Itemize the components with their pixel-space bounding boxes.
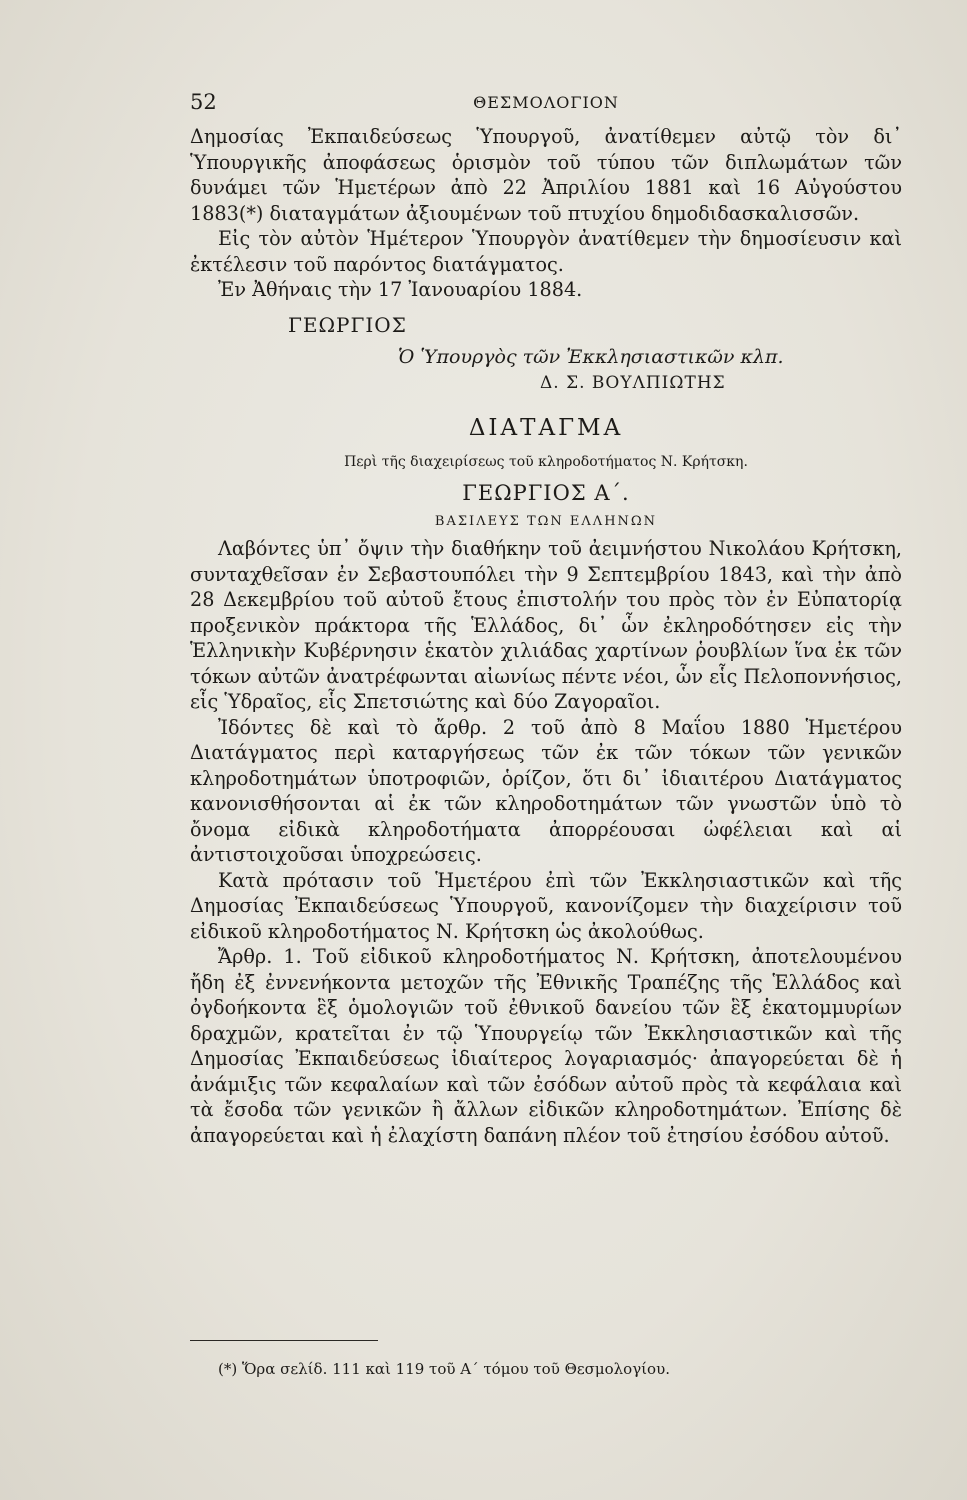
page-number: 52 [190,90,217,114]
minister-signature [398,344,902,396]
decree-paragraph-1: Λαβόντες ὑπ᾽ ὄψιν τὴν διαθήκην τοῦ ἀειμνήστου Νικολάου Κρήτσκη, συνταχθεῖσαν ἐν Σεβαστουπόλει τὴν 9 Σεπτεμβρίου 1843, καὶ τὴν ἀπὸ 28 Δεκεμβρίου τοῦ αὐτοῦ ἔτους ἐπιστολήν του πρὸς τὸν ἐν Εὐπατορίᾳ προξενικὸν πράκτορα τῆς Ἑλλάδος, δι᾽ ὧν ἐκληροδότησεν εἰς τὴν Ἑλληνικὴν Κυβέρνησιν ἑκατὸν χιλιάδας χαρτίνων ῥουβλίων ἵνα ἐκ τῶν τόκων αὐτῶν ἀνατρέφωνται αἰωνίως πέντε νέοι, ὧν εἷς Πελοποννήσιος, εἷς Ὑδραῖος, εἷς Σπετσιώτης καὶ δύο Ζαγοραῖοι. [190,537,902,713]
minister-title: Ὁ Ὑπουργὸς τῶν Ἐκκλησιαστικῶν κλπ. [398,346,784,368]
article-1: Ἄρθρ. 1. Τοῦ εἰδικοῦ κληροδοτήματος Ν. Κρήτσκη, ἀποτελουμένου ἤδη ἐξ ἐννενήκοντα μετοχῶν τῆς Ἐθνικῆς Τραπέζης τῆς Ἑλλάδος καὶ ὀγδοήκοντα ἓξ ὁμολογιῶν τοῦ ἐθνικοῦ δανείου τῶν ἓξ ἑκατομμυρίων δραχμῶν, κρατεῖται ἐν τῷ Ὑπουργείῳ τῶν Ἐκκλησιαστικῶν καὶ τῆς Δημοσίας Ἐκπαιδεύσεως ἰδιαίτερος λογαριασμός· ἀπαγορεύεται δὲ ἡ ἀνάμιξις τῶν κεφαλαίων καὶ τῶν ἐσόδων αὐτοῦ πρὸς τὰ κεφάλαια καὶ τὰ ἔσοδα τῶν γενικῶν ἢ ἄλλων εἰδικῶν κληροδοτημάτων. Ἐπίσης δὲ ἀπαγορεύεται καὶ ἡ ἐλαχίστη δαπάνη πλέον τοῦ ἐτησίου ἐσόδου αὐτοῦ. [190,945,902,1147]
footnote-divider [190,1340,378,1341]
decree-title: ΔΙΑΤΑΓΜΑ [468,415,624,441]
decree-subtitle: Περὶ τῆς διαχειρίσεως τοῦ κληροδοτήματος Ν. Κρήτσκη. [344,453,748,470]
opening-paragraph: Δημοσίας Ἐκπαιδεύσεως Ὑπουργοῦ, ἀνατίθεμεν αὐτῷ τὸν δι᾽ Ὑπουργικῆς ἀποφάσεως ὁρισμὸν τοῦ τύπου τῶν διπλωμάτων τῶν δυνάμει τῶν Ἡμετέρων ἀπὸ 22 Ἀπριλίου 1881 καὶ 16 Αὐγούστου 1883(*) διαταγμάτων ἀξιουμένων τοῦ πτυχίου δημοδιδασκαλισσῶν. [190,125,902,225]
running-title: ΘΕΣΜΟΛΟΓΙΟΝ [473,93,619,112]
assignment-paragraph: Εἰς τὸν αὐτὸν Ἡμέτερον Ὑπουργὸν ἀνατίθεμεν τὴν δημοσίευσιν καὶ ἐκτέλεσιν τοῦ παρόντος διατάγματος. [190,227,902,276]
signer-name: ΓΕΩΡΓΙΟΣ [288,312,407,337]
decree-paragraph-2: Ἰδόντες δὲ καὶ τὸ ἄρθρ. 2 τοῦ ἀπὸ 8 Μαΐου 1880 Ἡμετέρου Διατάγματος περὶ καταργήσεως τῶν ἐκ τῶν τόκων τῶν γενικῶν κληροδοτημάτων ὑποτροφιῶν, ὁρίζον, ὅτι δι᾽ ἰδιαιτέρου Διατάγματος κανονισθήσονται αἱ ἐκ τῶν κληροδοτημάτων τῶν γνωστῶν ὑπὸ τὸ ὄνομα εἰδικὰ κληροδοτήματα ἀπορρέουσαι ὠφέλειαι καὶ αἱ ἀντιστοιχοῦσαι ὑποχρεώσεις. [190,715,902,866]
date-line: Ἐν Ἀθήναις τὴν 17 Ἰανουαρίου 1884. [218,278,583,301]
king-name: ΓΕΩΡΓΙΟΣ Α΄. [462,481,630,505]
footnote: (*) Ὅρα σελίδ. 111 καὶ 119 τοῦ Α΄ τόμου τοῦ Θεσμολογίου. [218,1360,670,1378]
body-text [190,124,902,1148]
minister-name: Δ. Σ. ΒΟΥΛΠΙΩΤΗΣ [540,373,726,393]
page-header [190,90,902,120]
decree-paragraph-3: Κατὰ πρότασιν τοῦ Ἡμετέρου ἐπὶ τῶν Ἐκκλησιαστικῶν καὶ τῆς Δημοσίας Ἐκπαιδεύσεως Ὑπουργοῦ, κανονίζομεν τὴν διαχείρισιν τοῦ εἰδικοῦ κληροδοτήματος Ν. Κρήτσκη ὡς ἀκολούθως. [190,868,902,943]
king-title: ΒΑΣΙΛΕΥΣ ΤΩΝ ΕΛΛΗΝΩΝ [434,513,658,529]
